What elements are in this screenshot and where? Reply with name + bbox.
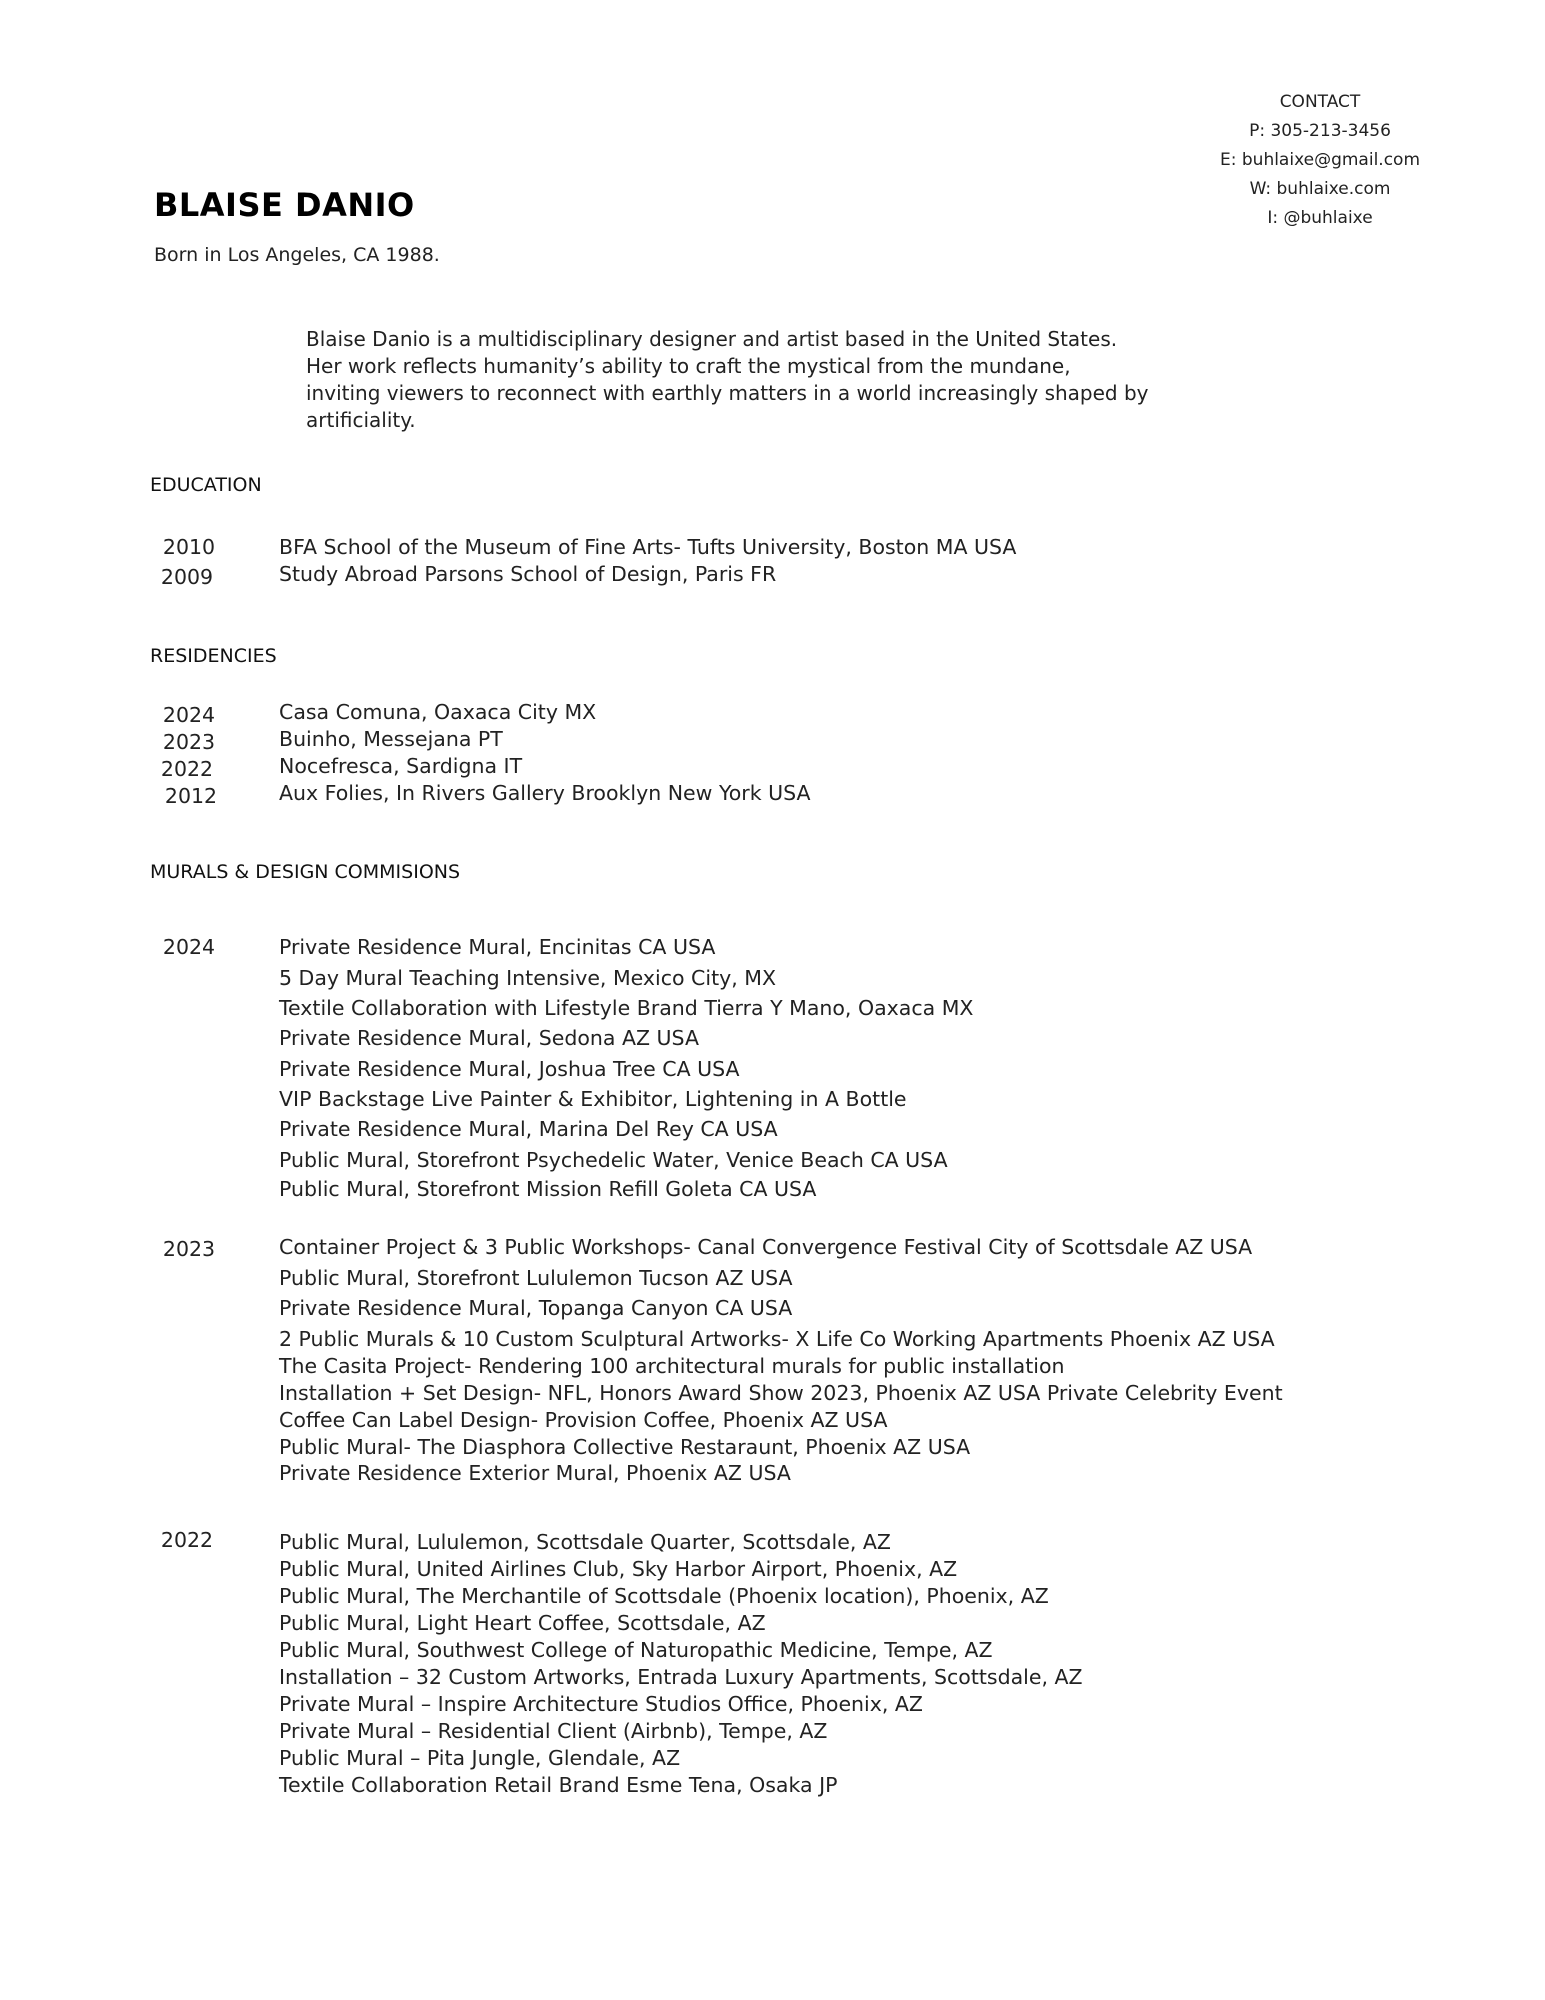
mural-item: [0, 1408, 1545, 1435]
education-item: [0, 562, 1545, 589]
residency-item: [0, 754, 1545, 781]
education-year: 2009: [160, 565, 214, 589]
mural-item: [0, 1435, 1545, 1462]
mural-item: [0, 1611, 1545, 1638]
residency-year: 2012: [164, 784, 218, 808]
mural-entry: Public Mural, Storefront Psychedelic Water, Venice Beach CA USA: [279, 1148, 948, 1172]
mural-item: [0, 1746, 1545, 1773]
mural-entry: Coffee Can Label Design- Provision Coffee, Phoenix AZ USA: [279, 1408, 888, 1432]
education-entry: Study Abroad Parsons School of Design, Paris FR: [279, 562, 777, 586]
mural-entry: 5 Day Mural Teaching Intensive, Mexico City, MX: [279, 966, 777, 990]
residency-entry: Aux Folies, In Rivers Gallery Brooklyn New York USA: [279, 781, 811, 805]
contact-heading: CONTACT: [1279, 92, 1361, 112]
mural-entry: Private Mural – Residential Client (Airbnb), Tempe, AZ: [279, 1719, 828, 1743]
mural-item: [0, 1381, 1545, 1408]
mural-item: [0, 1692, 1545, 1719]
residency-entry: Nocefresca, Sardigna IT: [279, 754, 523, 778]
mural-item: [0, 1354, 1545, 1381]
mural-item: [0, 1773, 1545, 1800]
mural-entry: Public Mural, Storefront Lululemon Tucson AZ USA: [279, 1266, 793, 1290]
murals-year: 2022: [160, 1528, 214, 1552]
mural-entry: Public Mural, Storefront Mission Refill Goleta CA USA: [279, 1177, 817, 1201]
mural-item: [0, 1665, 1545, 1692]
birth-info: Born in Los Angeles, CA 1988.: [154, 244, 440, 266]
mural-entry: Private Residence Exterior Mural, Phoenix AZ USA: [279, 1461, 791, 1485]
residency-item: [0, 700, 1545, 727]
murals-year-row: [0, 1530, 1545, 1557]
mural-entry: Public Mural, The Merchantile of Scottsdale (Phoenix location), Phoenix, AZ: [279, 1584, 1049, 1608]
mural-entry: Public Mural, Light Heart Coffee, Scottsdale, AZ: [279, 1611, 766, 1635]
mural-entry: Private Residence Mural, Encinitas CA USA: [279, 935, 716, 959]
mural-item: [0, 1026, 1545, 1053]
mural-entry: Textile Collaboration with Lifestyle Brand Tierra Y Mano, Oaxaca MX: [279, 996, 974, 1020]
education-year: 2010: [162, 535, 216, 559]
mural-entry: Textile Collaboration Retail Brand Esme Tena, Osaka JP: [279, 1773, 838, 1797]
mural-entry: Private Residence Mural, Sedona AZ USA: [279, 1026, 699, 1050]
mural-item: [0, 1584, 1545, 1611]
mural-entry: VIP Backstage Live Painter & Exhibitor, Lightening in A Bottle: [279, 1087, 907, 1111]
mural-entry: 2 Public Murals & 10 Custom Sculptural Artworks- X Life Co Working Apartments Phoenix AZ USA: [279, 1327, 1275, 1351]
contact-instagram: I: @buhlaixe: [1267, 208, 1373, 228]
mural-item: [0, 1327, 1545, 1354]
residency-year: 2022: [160, 757, 214, 781]
mural-item: [0, 1638, 1545, 1665]
bio-line: artificiality.: [306, 408, 416, 432]
artist-name: BLAISE DANIO: [154, 186, 415, 224]
mural-entry: The Casita Project- Rendering 100 architectural murals for public installation: [279, 1354, 1065, 1378]
contact-email: E: buhlaixe@gmail.com: [1220, 150, 1420, 170]
mural-item: [0, 1148, 1545, 1175]
residencies-heading: RESIDENCIES: [150, 645, 277, 667]
murals-heading: MURALS & DESIGN COMMISIONS: [150, 861, 461, 883]
mural-item: [0, 966, 1545, 993]
mural-item: [0, 1461, 1545, 1488]
murals-year: 2024: [162, 935, 216, 959]
mural-entry: Public Mural- The Diasphora Collective Restaraunt, Phoenix AZ USA: [279, 1435, 971, 1459]
mural-item: [0, 1266, 1545, 1293]
residency-item: [0, 727, 1545, 754]
mural-entry: Private Mural – Inspire Architecture Studios Office, Phoenix, AZ: [279, 1692, 923, 1716]
mural-item: [0, 1557, 1545, 1584]
mural-item: [0, 1117, 1545, 1144]
residency-year: 2023: [162, 730, 216, 754]
mural-entry: Private Residence Mural, Joshua Tree CA USA: [279, 1057, 740, 1081]
education-heading: EDUCATION: [150, 474, 262, 496]
mural-entry: Public Mural, Lululemon, Scottsdale Quarter, Scottsdale, AZ: [279, 1530, 891, 1554]
mural-item: [0, 1057, 1545, 1084]
residency-entry: Buinho, Messejana PT: [279, 727, 503, 751]
contact-website: W: buhlaixe.com: [1249, 179, 1391, 199]
education-entry: BFA School of the Museum of Fine Arts- Tufts University, Boston MA USA: [279, 535, 1017, 559]
education-item: [0, 535, 1545, 562]
mural-entry: Private Residence Mural, Topanga Canyon CA USA: [279, 1296, 793, 1320]
bio-line: Her work reflects humanity’s ability to craft the mystical from the mundane,: [306, 354, 1071, 378]
bio-line: Blaise Danio is a multidisciplinary designer and artist based in the United States.: [306, 327, 1118, 351]
mural-entry: Container Project & 3 Public Workshops- Canal Convergence Festival City of Scottsdale AZ USA: [279, 1235, 1253, 1259]
contact-phone: P: 305-213-3456: [1249, 121, 1391, 141]
residency-item: [0, 781, 1545, 808]
mural-entry: Installation – 32 Custom Artworks, Entrada Luxury Apartments, Scottsdale, AZ: [279, 1665, 1083, 1689]
murals-year-row: [0, 935, 1545, 962]
contact-block: [1195, 88, 1445, 233]
murals-year-row: [0, 1235, 1545, 1262]
artist-bio: [306, 326, 1206, 434]
mural-item: [0, 1177, 1545, 1204]
mural-item: [0, 1719, 1545, 1746]
mural-item: [0, 1296, 1545, 1323]
residency-entry: Casa Comuna, Oaxaca City MX: [279, 700, 597, 724]
residency-year: 2024: [162, 703, 216, 727]
mural-entry: Public Mural, United Airlines Club, Sky Harbor Airport, Phoenix, AZ: [279, 1557, 958, 1581]
mural-item: [0, 1087, 1545, 1114]
murals-year: 2023: [162, 1237, 216, 1261]
mural-item: [0, 996, 1545, 1023]
mural-entry: Installation + Set Design- NFL, Honors Award Show 2023, Phoenix AZ USA Private Celebrity Event: [279, 1381, 1283, 1405]
mural-entry: Private Residence Mural, Marina Del Rey CA USA: [279, 1117, 778, 1141]
bio-line: inviting viewers to reconnect with earthly matters in a world increasingly shaped by: [306, 381, 1149, 405]
mural-entry: Public Mural, Southwest College of Naturopathic Medicine, Tempe, AZ: [279, 1638, 993, 1662]
mural-entry: Public Mural – Pita Jungle, Glendale, AZ: [279, 1746, 681, 1770]
